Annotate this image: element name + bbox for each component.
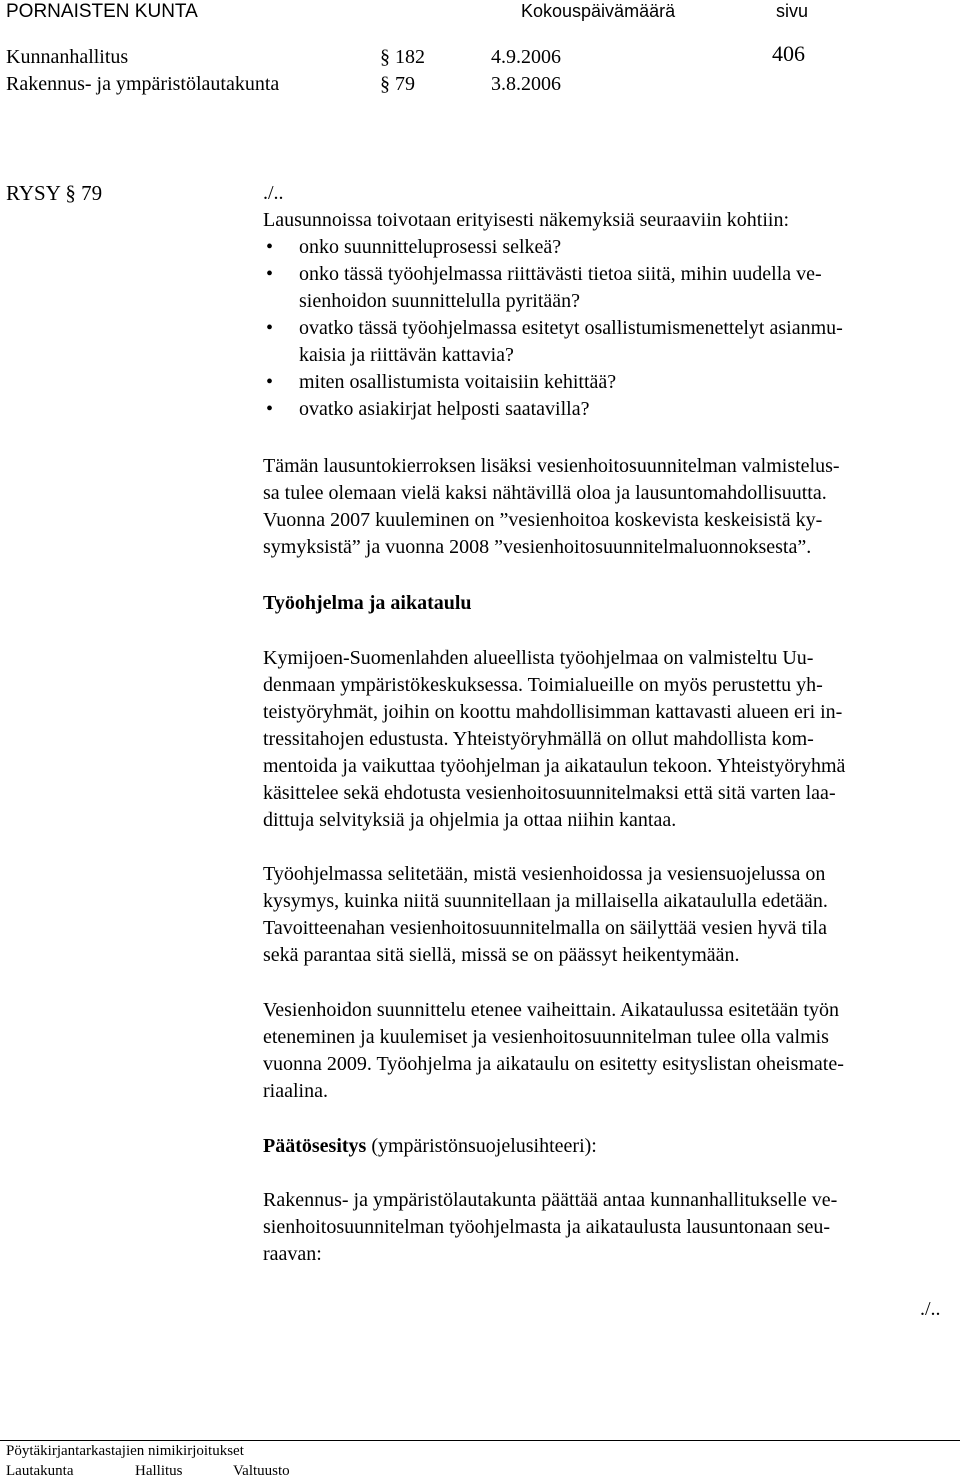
proposal-heading: [263, 1133, 597, 1160]
bullet-item: miten osallistumista voitaisiin kehittää?: [299, 371, 617, 393]
paragraph-line: dittuja selvityksiä ja ohjelmia ja ottaa niihin kantaa.: [263, 809, 677, 831]
bullet-item-cont: kaisia ja riittävän kattavia?: [299, 344, 514, 366]
header-date-2: 3.8.2006: [491, 73, 561, 95]
footer-title: Pöytäkirjantarkastajien nimikirjoitukset: [6, 1443, 244, 1459]
footer-col-lautakunta: Lautakunta: [6, 1463, 74, 1479]
paragraph-line: vuonna 2009. Työohjelma ja aikataulu on esitetty esityslistan oheismate-: [263, 1053, 844, 1075]
paragraph-line: käsittelee sekä ehdotusta vesienhoitosuunnitelmaksi että sitä varten laa-: [263, 782, 836, 804]
paragraph-line: mentoida ja vaikuttaa työohjelman ja aikataulun tekoon. Yhteistyöryhmä: [263, 755, 846, 777]
paragraph-line: Vesienhoidon suunnittelu etenee vaiheittain. Aikataulussa esitetään työn: [263, 999, 839, 1021]
paragraph-line: Vuonna 2007 kuuleminen on ”vesienhoitoa koskevista keskeisistä ky-: [263, 509, 823, 531]
bullet-item: onko suunnitteluprosessi selkeä?: [299, 236, 562, 258]
bullet-marker: •: [266, 236, 274, 258]
paragraph-line: riaalina.: [263, 1080, 328, 1102]
bullet-item: ovatko tässä työohjelmassa esitetyt osallistumismenettelyt asianmu-: [299, 317, 843, 339]
footer-divider: [0, 1440, 960, 1441]
proposal-author: (ympäristönsuojelusihteeri):: [366, 1135, 597, 1157]
bullet-marker: •: [266, 263, 274, 285]
bullet-marker: •: [266, 398, 274, 420]
meeting-date-label: Kokouspäivämäärä: [521, 1, 676, 21]
header-body-2: Rakennus- ja ympäristölautakunta: [6, 73, 280, 95]
page-label: sivu: [776, 1, 809, 21]
bullet-item: ovatko asiakirjat helposti saatavilla?: [299, 398, 590, 420]
header-section-1: § 182: [380, 46, 425, 68]
header-date-1: 4.9.2006: [491, 46, 561, 68]
paragraph-line: Kymijoen-Suomenlahden alueellista työohjelmaa on valmisteltu Uu-: [263, 647, 814, 669]
paragraph-line: Rakennus- ja ympäristölautakunta päättää antaa kunnanhallitukselle ve-: [263, 1189, 838, 1211]
paragraph-line: Työohjelmassa selitetään, mistä vesienhoidossa ja vesiensuojelussa on: [263, 863, 826, 885]
paragraph-line: Tavoitteenahan vesienhoitosuunnitelmalla on säilyttää vesien hyvä tila: [263, 917, 827, 939]
paragraph-line: raavan:: [263, 1243, 322, 1265]
continued-marker: ./..: [263, 182, 284, 204]
bullet-marker: •: [266, 317, 274, 339]
paragraph-line: sekä parantaa sitä siellä, missä se on päässyt heikentymään.: [263, 944, 740, 966]
paragraph-line: teistyöryhmät, joihin on koottu mahdollisimman kattavasti alueen eri in-: [263, 701, 843, 723]
footer-col-valtuusto: Valtuusto: [233, 1463, 290, 1479]
paragraph-line: Tämän lausuntokierroksen lisäksi vesienhoitosuunnitelman valmistelus-: [263, 455, 840, 477]
continues-marker: ./..: [920, 1298, 941, 1320]
intro-text: Lausunnoissa toivotaan erityisesti näkemyksiä seuraaviin kohtiin:: [263, 209, 790, 231]
footer-col-hallitus: Hallitus: [135, 1463, 183, 1479]
paragraph-line: sienhoitosuunnitelman työohjelmasta ja aikataulusta lausuntonaan seu-: [263, 1216, 831, 1238]
page-number: 406: [772, 41, 805, 66]
paragraph-line: symyksistä” ja vuonna 2008 ”vesienhoitosuunnitelmaluonnoksesta”.: [263, 536, 812, 558]
bullet-marker: •: [266, 371, 274, 393]
proposal-label: Päätösesitys: [263, 1135, 367, 1157]
paragraph-line: sa tulee olemaan vielä kaksi nähtävillä oloa ja lausuntomahdollisuutta.: [263, 482, 827, 504]
section-ref: RYSY § 79: [6, 181, 103, 205]
municipality-name: PORNAISTEN KUNTA: [6, 1, 198, 22]
bullet-item: onko tässä työohjelmassa riittävästi tietoa siitä, mihin uudella ve-: [299, 263, 822, 285]
header-body-1: Kunnanhallitus: [6, 46, 129, 68]
bullet-item-cont: sienhoidon suunnittelulla pyritään?: [299, 290, 581, 312]
paragraph-line: eteneminen ja kuulemiset ja vesienhoitosuunnitelman tulee olla valmis: [263, 1026, 829, 1048]
paragraph-line: denmaan ympäristökeskuksessa. Toimialueille on myös perustettu yh-: [263, 674, 823, 696]
paragraph-line: kysymys, kuinka niitä suunnitellaan ja millaisella aikataululla edetään.: [263, 890, 828, 912]
section-heading: Työohjelma ja aikataulu: [263, 592, 472, 614]
header-section-2: § 79: [380, 73, 415, 95]
paragraph-line: tressitahojen edustusta. Yhteistyöryhmällä on ollut mahdollista kom-: [263, 728, 814, 750]
